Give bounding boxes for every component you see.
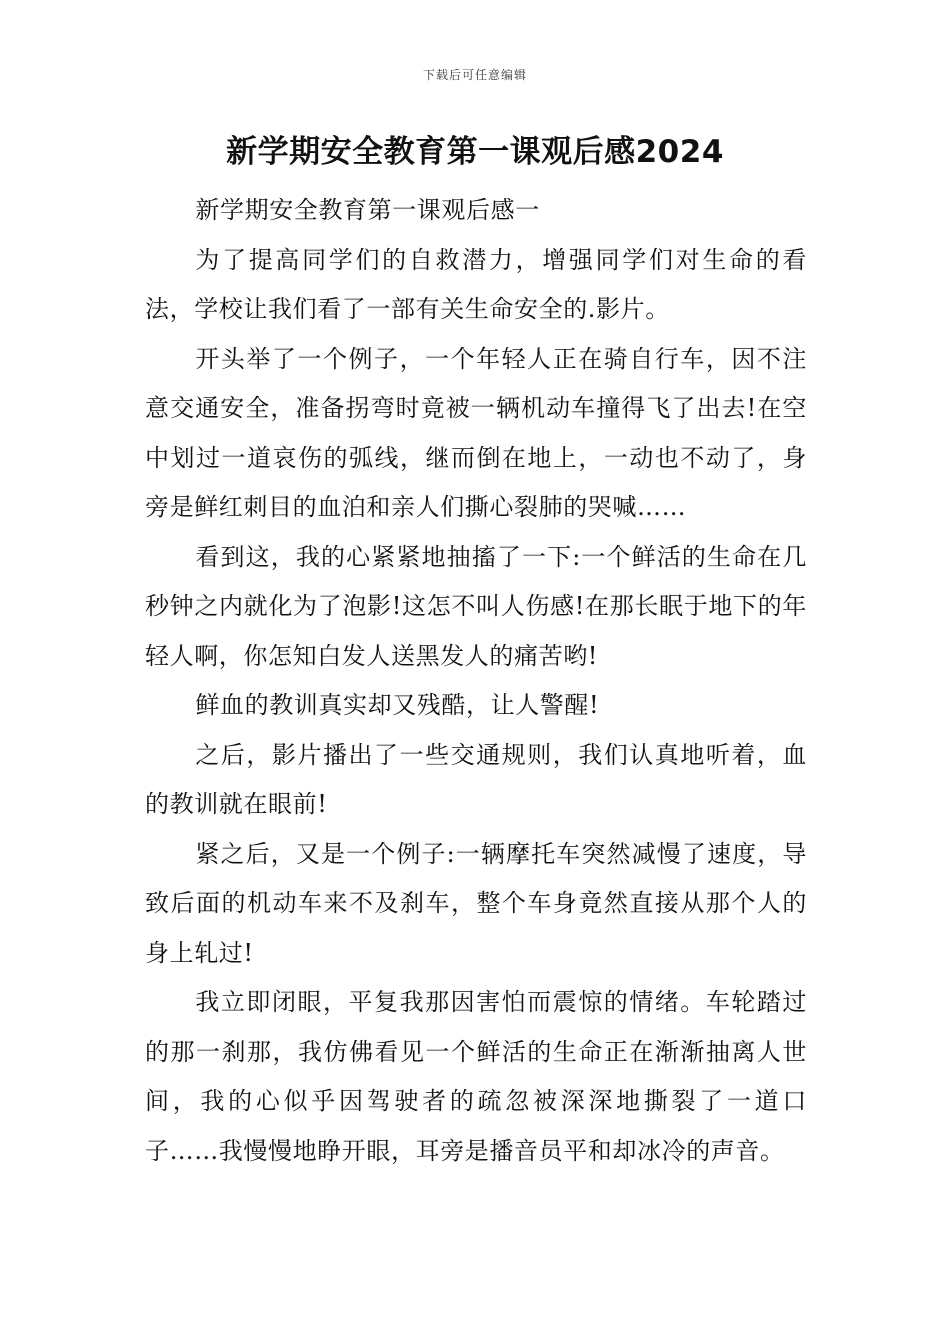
section-subtitle: 新学期安全教育第一课观后感一 <box>195 196 540 224</box>
header-note: 下载后可任意编辑 <box>422 68 527 82</box>
paragraph: 我立即闭眼，平复我那因害怕而震惊的情绪。车轮踏过的那一刹那，我仿佛看见一个鲜活的生命正在渐渐抽离人世间，我的心似乎因驾驶者的疏忽被深深地撕裂了一道口子……我慢慢地睁开眼，耳旁是播音员平和却冰冷的声音。 <box>145 988 807 1165</box>
paragraph: 为了提高同学们的自救潜力，增强同学们对生命的看法，学校让我们看了一部有关生命安全的.影片。 <box>145 245 807 323</box>
paragraph: 紧之后，又是一个例子:一辆摩托车突然减慢了速度，导致后面的机动车来不及刹车，整个车身竟然直接从那个人的身上轧过! <box>145 839 807 967</box>
paragraph: 看到这，我的心紧紧地抽搐了一下:一个鲜活的生命在几秒钟之内就化为了泡影!这怎不叫人伤感!在那长眠于地下的年轻人啊，你怎知白发人送黑发人的痛苦哟! <box>145 542 807 670</box>
document-body <box>145 182 807 1176</box>
paragraph: 鲜血的教训真实却又残酷，让人警醒! <box>195 691 600 719</box>
paragraph: 之后，影片播出了一些交通规则，我们认真地听着，血的教训就在眼前! <box>145 740 807 818</box>
paragraph: 开头举了一个例子，一个年轻人正在骑自行车，因不注意交通安全，准备拐弯时竟被一辆机动车撞得飞了出去!在空中划过一道哀伤的弧线，继而倒在地上，一动也不动了，身旁是鲜红刺目的血泊和亲人们撕心裂肺的哭喊…… <box>145 344 807 521</box>
document-title: 新学期安全教育第一课观后感2024 <box>226 134 724 170</box>
